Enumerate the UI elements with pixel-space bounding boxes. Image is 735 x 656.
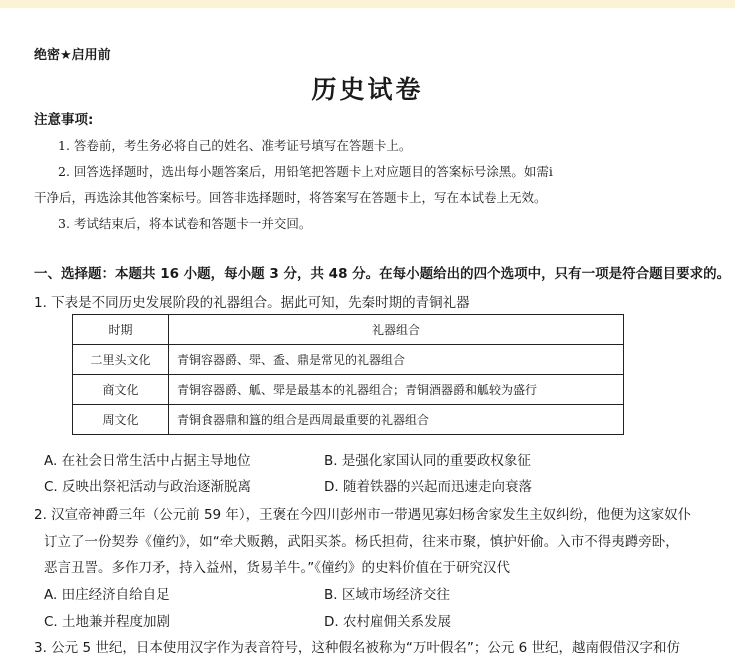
table-cell-period: 二里头文化 — [73, 345, 169, 375]
notice-item-3: 3. 考试结束后，将本试卷和答题卡一并交回。 — [58, 216, 312, 231]
question-2-line3: 恶言丑詈。多作刀矛，持入益州，货易羊牛。”《僮约》的史料价值在于研究汉代 — [44, 560, 510, 576]
question-2-line2: 订立了一份契券《僮约》，如“牵犬贩鹅，武阳买茶。杨氏担荷，往来市聚，慎护奸偷。入市不得夷蹲旁卧， — [44, 534, 679, 550]
table-cell-period: 周文化 — [73, 405, 169, 435]
table-row — [73, 345, 624, 375]
table-header-row — [73, 315, 624, 345]
table-cell-period: 商文化 — [73, 375, 169, 405]
q2-option-c: C. 土地兼并程度加剧 — [44, 614, 171, 630]
notice-heading: 注意事项: — [34, 112, 94, 128]
notice-item-1: 1. 答卷前，考生务必将自己的姓名、准考证号填写在答题卡上。 — [58, 138, 412, 153]
notice-item-2-line1: 2. 回答选择题时，选出每小题答案后，用铅笔把答题卡上对应题目的答案标号涂黑。如需i — [58, 164, 553, 179]
ritual-vessel-table — [72, 314, 624, 435]
q1-option-b: B. 是强化家国认同的重要政权象征 — [324, 453, 531, 469]
q2-option-d: D. 农村雇佣关系发展 — [324, 614, 451, 630]
question-3-line1: 3. 公元 5 世纪，日本使用汉字作为表音符号，这种假名被称为“万叶假名”；公元 6 世纪，越南假借汉字和仿 — [34, 640, 681, 656]
question-2-line1: 2. 汉宣帝神爵三年（公元前 59 年），王褒在今四川彭州市一带遇见寡妇杨舍家发生主奴纠纷，他便为这家奴仆 — [34, 507, 692, 523]
notice-item-2-line2: 干净后，再选涂其他答案标号。回答非选择题时，将答案写在答题卡上，写在本试卷上无效。 — [34, 190, 547, 205]
page-title: 历史试卷 — [311, 75, 424, 104]
q1-option-d: D. 随着铁器的兴起而迅速走向衰落 — [324, 479, 532, 495]
table-cell-combo: 青铜食器鼎和簋的组合是西周最重要的礼器组合 — [169, 405, 624, 435]
q1-option-a: A. 在社会日常生活中占据主导地位 — [44, 453, 251, 469]
table-row — [73, 405, 624, 435]
table-cell-combo: 青铜容器爵、觚、斝是最基本的礼器组合；青铜酒器爵和觚较为盛行 — [169, 375, 624, 405]
table-cell-combo: 青铜容器爵、斝、盉、鼎是常见的礼器组合 — [169, 345, 624, 375]
confidential-label: 绝密★启用前 — [34, 48, 111, 63]
section-heading: 一、选择题：本题共 16 小题，每小题 3 分，共 48 分。在每小题给出的四个选项中，只有一项是符合题目要求的。 — [34, 266, 731, 282]
top-color-band — [0, 0, 735, 8]
table-header-combo: 礼器组合 — [169, 315, 624, 345]
table-row — [73, 375, 624, 405]
table-header-period: 时期 — [73, 315, 169, 345]
q1-option-c: C. 反映出祭祀活动与政治逐渐脱离 — [44, 479, 252, 495]
q2-option-a: A. 田庄经济自给自足 — [44, 587, 170, 603]
question-1-stem: 1. 下表是不同历史发展阶段的礼器组合。据此可知，先秦时期的青铜礼器 — [34, 295, 470, 311]
q2-option-b: B. 区域市场经济交往 — [324, 587, 450, 603]
